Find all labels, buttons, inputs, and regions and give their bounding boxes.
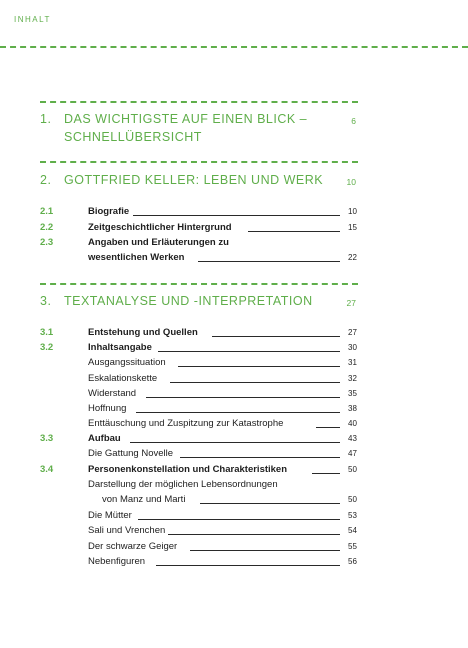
entry-number: 2.2	[40, 222, 54, 233]
section-page-number: 6	[351, 116, 356, 126]
entry-text: Darstellung der möglichen Lebensordnungen	[88, 479, 278, 490]
entry-text: Biografie	[88, 206, 130, 217]
entry-text-line2: wesentlichen Werken	[88, 252, 185, 263]
entry-page-number: 27	[348, 328, 357, 337]
entry-page-number: 43	[348, 434, 357, 443]
entry-text: Die Mütter	[88, 510, 132, 521]
dot-leader	[312, 473, 340, 474]
section-title: TEXTANALYSE UND -INTERPRETATION	[64, 294, 313, 308]
entry-number: 2.3	[40, 237, 54, 248]
entry-text: Enttäuschung und Zuspitzung zur Katastrophe	[88, 418, 284, 429]
dot-leader	[316, 427, 340, 428]
entry-page-number: 22	[348, 253, 357, 262]
entry-page-number: 30	[348, 343, 357, 352]
section-title-line2: SCHNELLÜBERSICHT	[64, 130, 202, 144]
section-number: 2.	[40, 173, 52, 187]
dot-leader	[190, 550, 340, 551]
dot-leader	[170, 382, 340, 383]
entry-page-number: 50	[348, 465, 357, 474]
entry-number: 3.4	[40, 464, 54, 475]
section-page-number: 10	[346, 177, 356, 187]
entry-text: Widerstand	[88, 388, 137, 399]
dot-leader	[198, 261, 340, 262]
entry-page-number: 54	[348, 526, 357, 535]
entry-page-number: 32	[348, 374, 357, 383]
entry-text-line2: von Manz und Marti	[102, 494, 186, 505]
entry-page-number: 55	[348, 542, 357, 551]
dot-leader	[138, 519, 340, 520]
dot-leader	[130, 442, 340, 443]
entry-number: 3.1	[40, 327, 54, 338]
entry-text: Angaben und Erläuterungen zu	[88, 237, 229, 248]
section-page-number: 27	[346, 298, 356, 308]
section-rule	[40, 101, 358, 103]
entry-number: 3.2	[40, 342, 54, 353]
entry-number: 2.1	[40, 206, 54, 217]
entry-text: Aufbau	[88, 433, 121, 444]
dot-leader	[212, 336, 340, 337]
entry-text: Hoffnung	[88, 403, 127, 414]
section-number: 1.	[40, 112, 52, 126]
entry-text: Der schwarze Geiger	[88, 541, 178, 552]
section-number: 3.	[40, 294, 52, 308]
dot-leader	[156, 565, 340, 566]
running-header: INHALT	[14, 15, 51, 24]
section-rule	[40, 283, 358, 285]
dot-leader	[178, 366, 340, 367]
entry-page-number: 40	[348, 419, 357, 428]
dot-leader	[136, 412, 340, 413]
entry-text: Eskalationskette	[88, 373, 158, 384]
entry-page-number: 10	[348, 207, 357, 216]
section-title: GOTTFRIED KELLER: LEBEN UND WERK	[64, 173, 324, 187]
header-rule	[0, 46, 468, 48]
entry-page-number: 47	[348, 449, 357, 458]
dot-leader	[133, 215, 340, 216]
entry-text: Sali und Vrenchen	[88, 525, 166, 536]
entry-page-number: 35	[348, 389, 357, 398]
entry-text: Zeitgeschichtlicher Hintergrund	[88, 222, 232, 233]
entry-number: 3.3	[40, 433, 54, 444]
entry-text: Ausgangssituation	[88, 357, 166, 368]
section-rule	[40, 161, 358, 163]
dot-leader	[248, 231, 340, 232]
entry-page-number: 31	[348, 358, 357, 367]
dot-leader	[200, 503, 340, 504]
entry-text: Entstehung und Quellen	[88, 327, 198, 338]
entry-page-number: 15	[348, 223, 357, 232]
dot-leader	[168, 534, 340, 535]
entry-page-number: 56	[348, 557, 357, 566]
entry-text: Die Gattung Novelle	[88, 448, 174, 459]
entry-page-number: 50	[348, 495, 357, 504]
dot-leader	[180, 457, 340, 458]
section-title: DAS WICHTIGSTE AUF EINEN BLICK –	[64, 112, 308, 126]
entry-text: Nebenfiguren	[88, 556, 146, 567]
dot-leader	[146, 397, 340, 398]
entry-text: Inhaltsangabe	[88, 342, 152, 353]
entry-text: Personenkonstellation und Charakteristiken	[88, 464, 288, 475]
dot-leader	[158, 351, 340, 352]
entry-page-number: 53	[348, 511, 357, 520]
entry-page-number: 38	[348, 404, 357, 413]
